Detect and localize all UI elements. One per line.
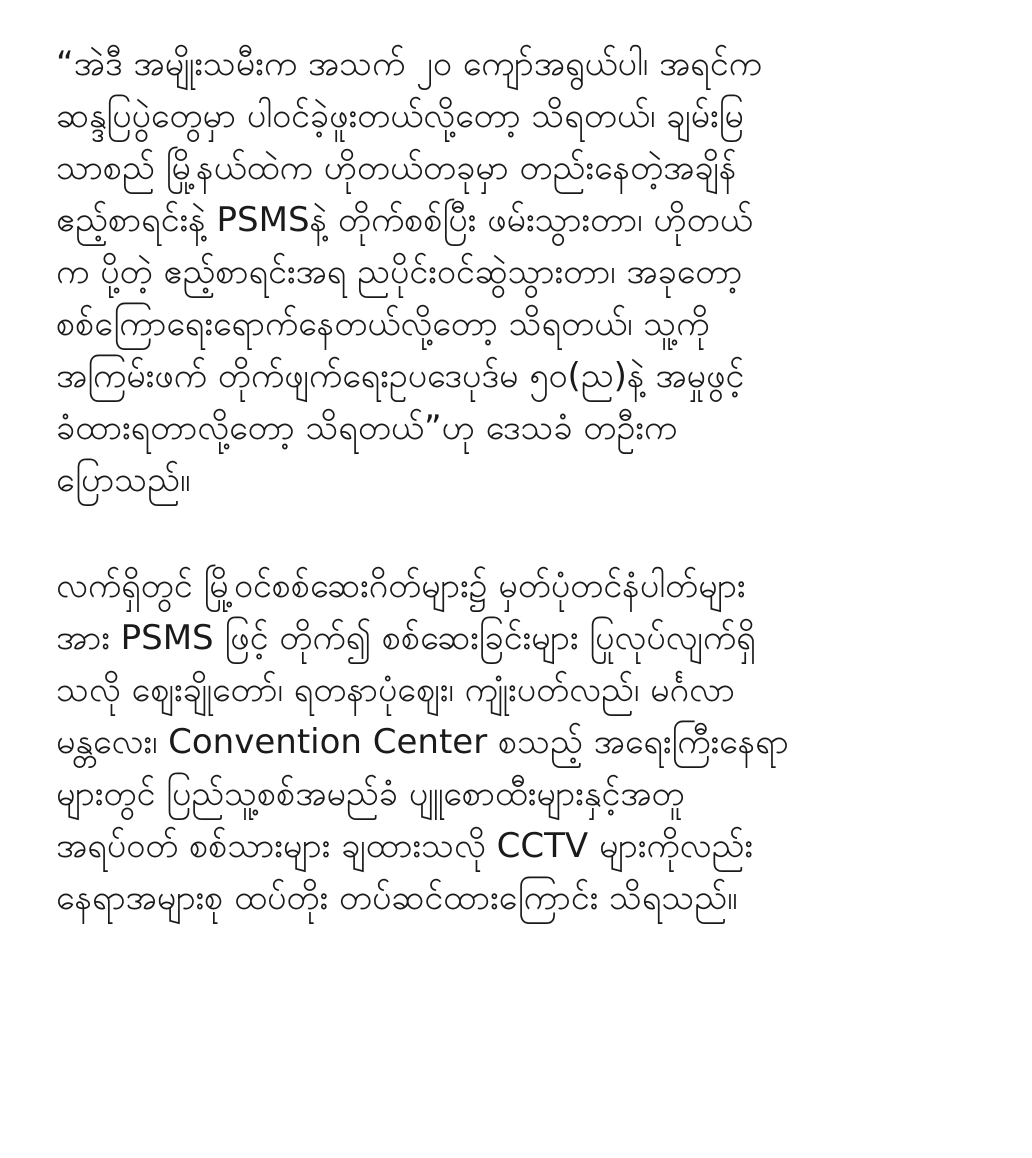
text-line: အား PSMS ဖြင့် တိုက်၍ စစ်ဆေးခြင်းများ ပြုလုပ်လျက်ရှိ	[56, 618, 756, 658]
text-line: ခံထားရတာလို့တော့ သိရတယ်”ဟု ဒေသခံ တဦးက	[56, 408, 678, 448]
text-line: “အဲဒီ အမျိုးသမီးက အသက် ၂၀ ကျော်အရွယ်ပါ၊ အရင်က	[56, 44, 762, 84]
text-line: လက်ရှိတွင် မြို့ဝင်စစ်ဆေးဂိတ်များ၌ မှတ်ပုံတင်နံပါတ်များ	[56, 566, 746, 606]
text-line: အရပ်ဝတ် စစ်သားများ ချထားသလို CCTV များကိုလည်း	[56, 826, 753, 866]
text-line: အကြမ်းဖက် တိုက်ဖျက်ရေးဥပဒေပုဒ်မ ၅၀(ည)နဲ့ အမှုဖွင့်	[56, 356, 745, 396]
text-line: က ပို့တဲ့ ဧည့်စာရင်းအရ ညပိုင်းဝင်ဆွဲသွားတာ၊ အခုတော့	[56, 252, 743, 292]
report-paragraph	[56, 560, 1024, 924]
text-line: ပြောသည်။	[56, 460, 191, 500]
text-line: မန္တလေး၊ Convention Center စသည့် အရေးကြီးနေရာ	[56, 722, 789, 762]
text-line: စစ်ကြောရေးရောက်နေတယ်လို့တော့ သိရတယ်၊ သူ့ကို	[56, 304, 710, 344]
text-line: သာစည် မြို့နယ်ထဲက ဟိုတယ်တခုမှာ တည်းနေတဲ့အချိန်	[56, 148, 737, 188]
quote-paragraph	[56, 38, 1024, 506]
paragraph-spacer	[56, 506, 1024, 560]
text-line: သလို ဈေးချိုတော်၊ ရတနာပုံဈေး၊ ကျုံးပတ်လည်၊ မင်္ဂလာ	[56, 670, 735, 710]
text-line: များတွင် ပြည်သူ့စစ်အမည်ခံ ပျူစောထီးများနှင့်အတူ	[56, 774, 685, 814]
text-line: ဆန္ဒပြပွဲတွေမှာ ပါဝင်ခဲ့ဖူးတယ်လို့တော့ သိရတယ်၊ ချမ်းမြ	[56, 96, 744, 136]
article-body	[56, 38, 1024, 924]
text-line: နေရာအများစု ထပ်တိုး တပ်ဆင်ထားကြောင်း သိရသည်။	[56, 878, 738, 918]
text-line: ဧည့်စာရင်းနဲ့ PSMSနဲ့ တိုက်စစ်ပြီး ဖမ်းသွားတာ၊ ဟိုတယ်	[56, 200, 753, 240]
